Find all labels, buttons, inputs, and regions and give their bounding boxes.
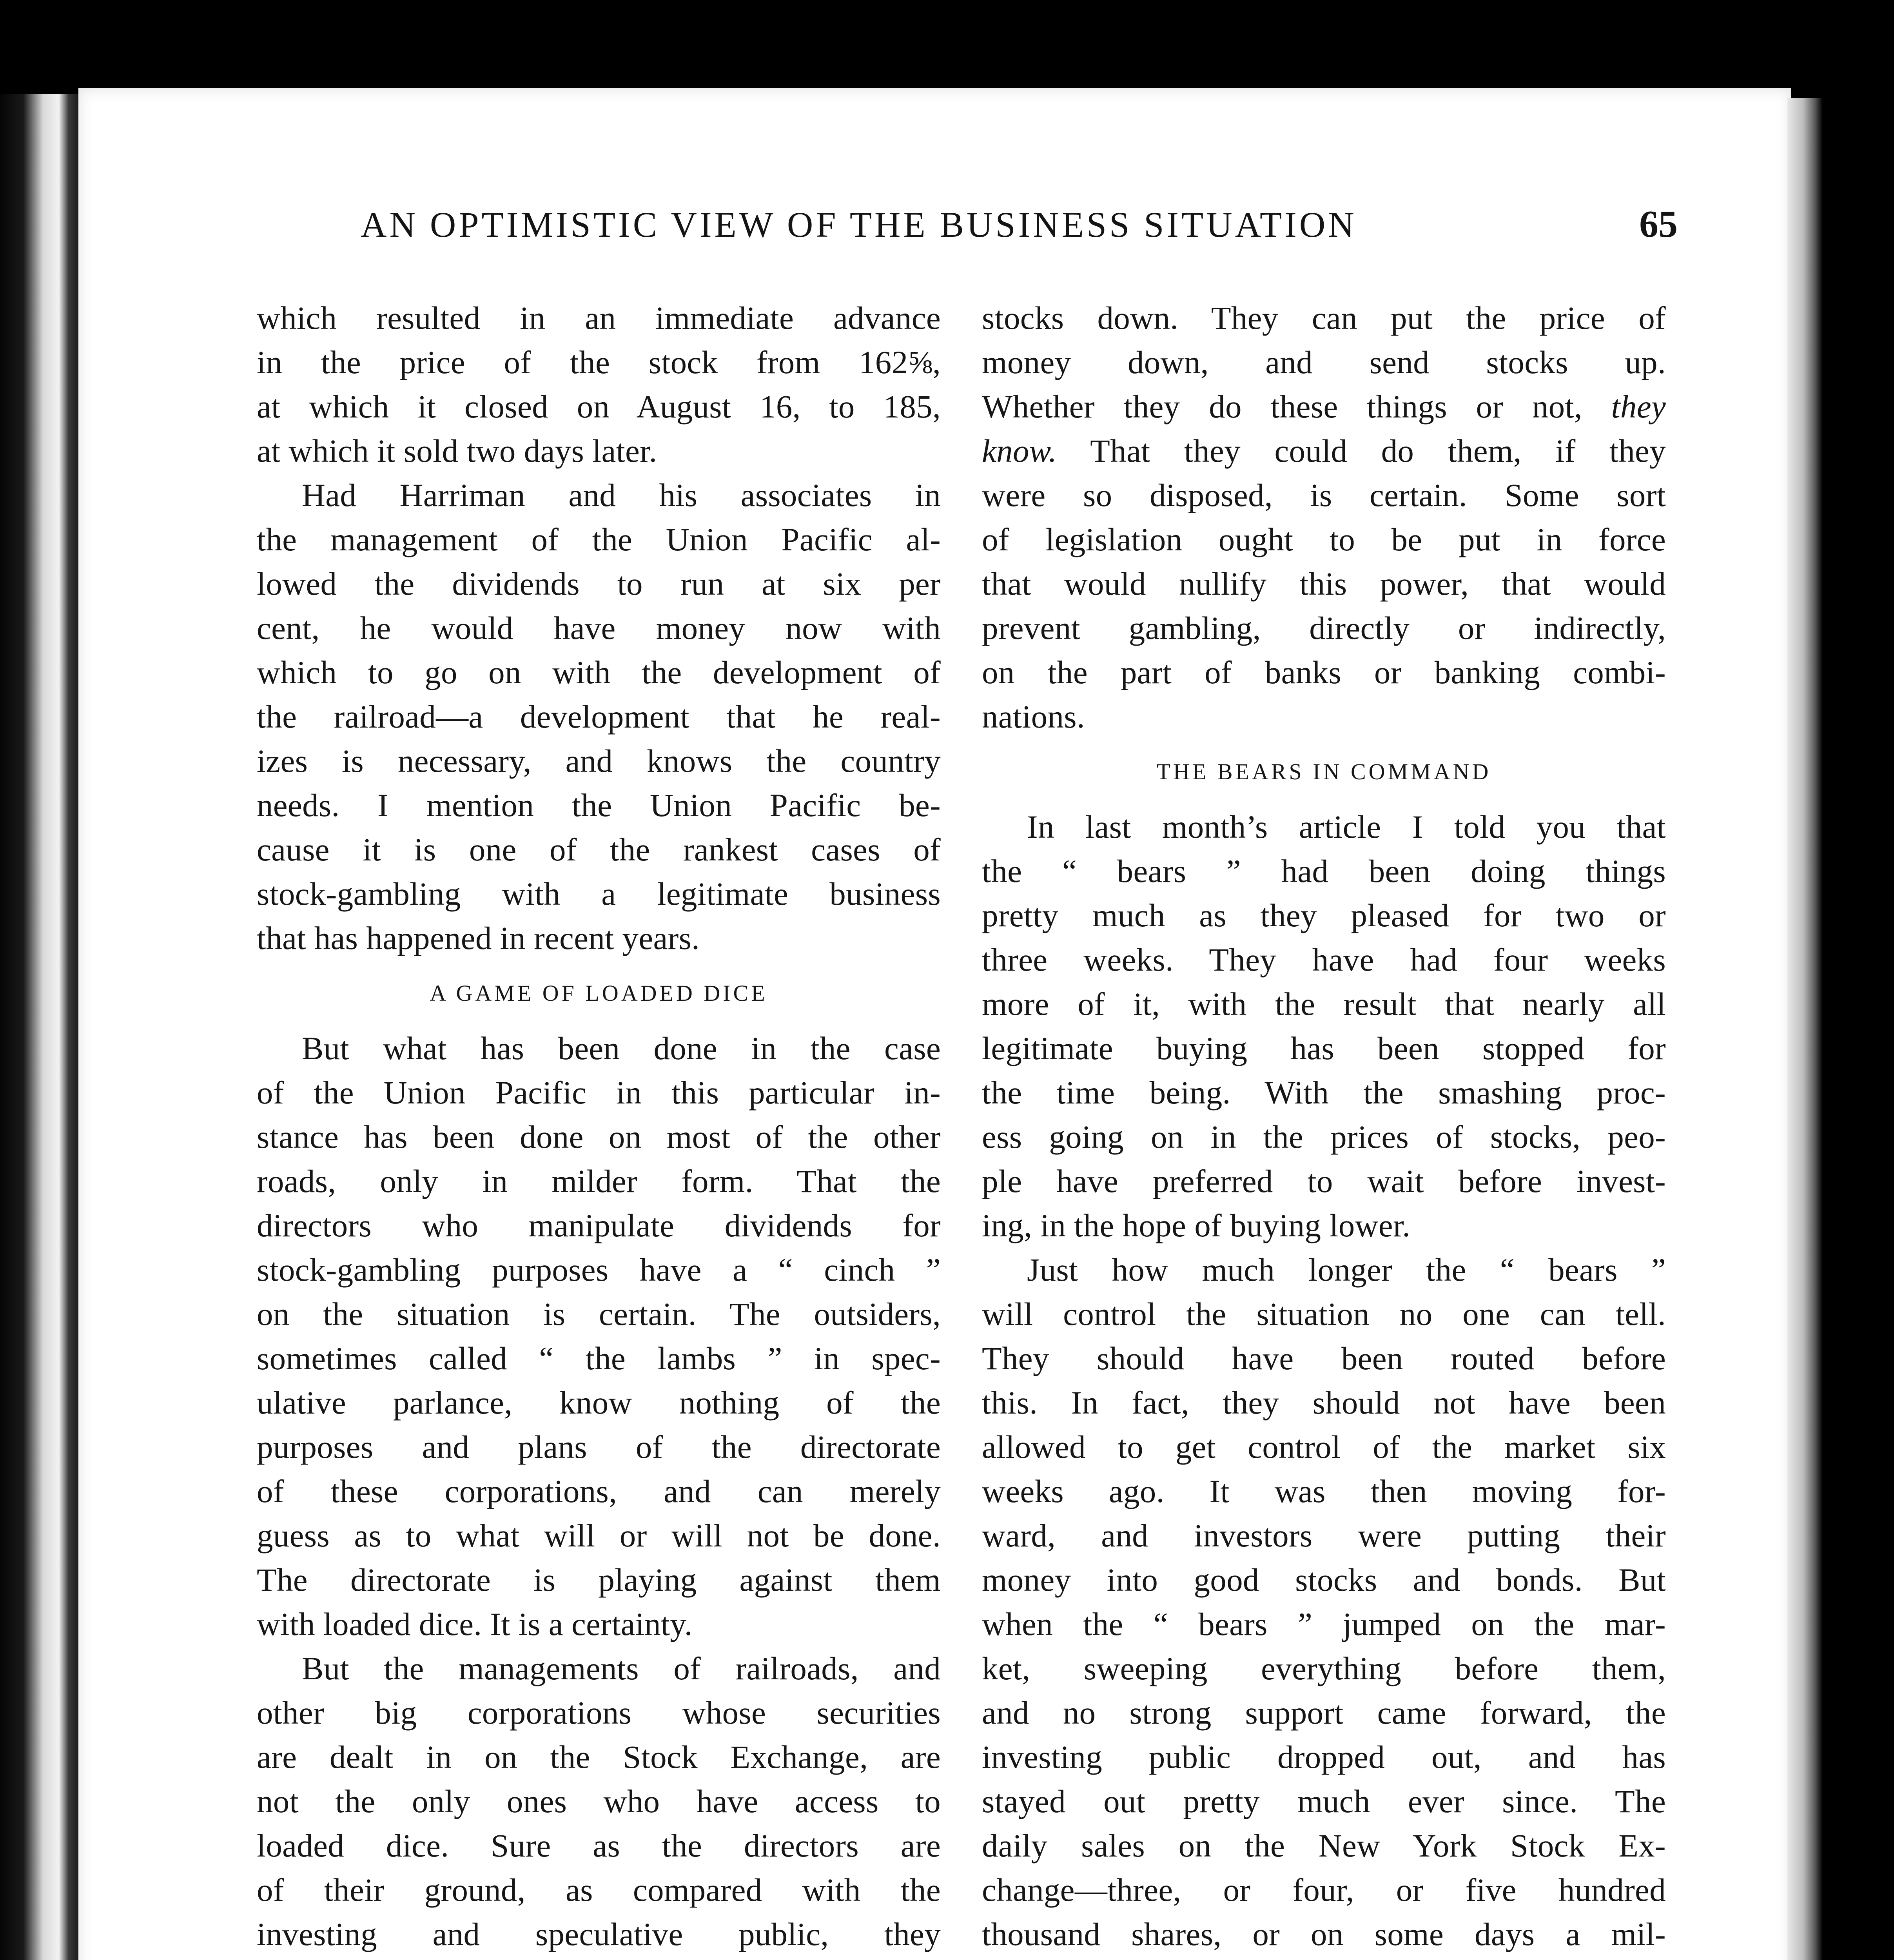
text-line: cent, he would have money now with — [257, 610, 941, 646]
text-line: izes is necessary, and knows the country — [257, 743, 941, 779]
paragraph-first-line: But the managements of railroads, and — [302, 1650, 941, 1686]
text-line: in the price of the stock from 162⅝, — [257, 344, 941, 380]
text-line: are dealt in on the Stock Exchange, are — [257, 1739, 941, 1775]
text-line: prevent gambling, directly or indirectly, — [982, 610, 1666, 646]
text-line: more of it, with the result that nearly all — [982, 986, 1666, 1022]
text-line: lowed the dividends to run at six per — [257, 566, 941, 602]
text-line: ulative parlance, know nothing of the — [257, 1385, 941, 1421]
running-head-title: AN OPTIMISTIC VIEW OF THE BUSINESS SITUATION — [361, 205, 1357, 245]
text-line: the time being. With the smashing proc- — [982, 1074, 1666, 1111]
text-line: at which it closed on August 16, to 185, — [257, 388, 941, 425]
text-line: stocks down. They can put the price of — [982, 300, 1666, 336]
section-heading: A GAME OF LOADED DICE — [430, 980, 768, 1006]
text-line: the railroad—a development that he real- — [257, 699, 941, 735]
text-line: They should have been routed before — [982, 1340, 1666, 1376]
running-head — [345, 204, 1685, 259]
text-line: purposes and plans of the directorate — [257, 1429, 941, 1465]
text-line: sometimes called “ the lambs ” in spec- — [257, 1340, 941, 1376]
text-line: other big corporations whose securities — [257, 1695, 941, 1731]
text-line: on the situation is certain. The outsiders, — [257, 1296, 941, 1332]
text-line: the management of the Union Pacific al- — [257, 521, 941, 557]
text-line: weeks ago. It was then moving for- — [982, 1473, 1666, 1509]
text-line: which to go on with the development of — [257, 654, 941, 690]
text-line: that has happened in recent years. — [257, 920, 700, 956]
text-line — [257, 1956, 941, 1960]
text-line — [982, 385, 1666, 429]
text-line: nations. — [982, 699, 1085, 735]
binding-gutter — [0, 94, 82, 1960]
text-line: investing and speculative public, they — [257, 1916, 941, 1952]
text-line: money into good stocks and bonds. But — [982, 1562, 1666, 1598]
text-line: at which it sold two days later. — [257, 433, 657, 469]
text-line: ward, and investors were putting their — [982, 1517, 1666, 1553]
text-run: That they could do them, if they — [1057, 433, 1666, 469]
text-line: this. In fact, they should not have been — [982, 1385, 1666, 1421]
text-line: daily sales on the New York Stock Ex- — [982, 1828, 1666, 1864]
text-line: The directorate is playing against them — [257, 1562, 941, 1598]
text-line: were so disposed, is certain. Some sort — [982, 477, 1666, 513]
text-line: ket, sweeping everything before them, — [982, 1650, 1666, 1686]
text-line: on the part of banks or banking combi- — [982, 654, 1666, 690]
text-line: three weeks. They have had four weeks — [982, 942, 1666, 978]
text-line: of legislation ought to be put in force — [982, 521, 1666, 557]
text-run: Whether they do these things or not, — [982, 388, 1611, 425]
text-line: when the “ bears ” jumped on the mar- — [982, 1606, 1666, 1642]
italic-run: know. — [982, 433, 1057, 469]
section-heading: THE BEARS IN COMMAND — [1156, 759, 1491, 784]
text-line — [982, 1956, 1666, 1960]
paragraph-first-line: Had Harriman and his associates in — [302, 477, 941, 513]
text-line: needs. I mention the Union Pacific be- — [257, 787, 941, 823]
text-line: ple have preferred to wait before invest- — [982, 1163, 1666, 1199]
text-line: loaded dice. Sure as the directors are — [257, 1828, 941, 1864]
page-edge — [1787, 98, 1823, 1960]
text-line: the “ bears ” had been doing things — [982, 853, 1666, 889]
text-line: change—three, or four, or five hundred — [982, 1872, 1666, 1908]
text-line: with loaded dice. It is a certainty. — [257, 1606, 693, 1642]
text-line: stance has been done on most of the other — [257, 1119, 941, 1155]
paragraph-first-line: In last month’s article I told you that — [1027, 809, 1666, 845]
paragraph-first-line: But what has been done in the case — [302, 1030, 941, 1066]
text-line: cause it is one of the rankest cases of — [257, 831, 941, 867]
text-line: thousand shares, or on some days a mil- — [982, 1916, 1666, 1952]
text-line: roads, only in milder form. That the — [257, 1163, 941, 1199]
italic-run: they — [1611, 388, 1666, 425]
text-line: investing public dropped out, and has — [982, 1739, 1666, 1775]
text-line: pretty much as they pleased for two or — [982, 897, 1666, 933]
text-line: ess going on in the prices of stocks, peo- — [982, 1119, 1666, 1155]
text-line: and no strong support came forward, the — [982, 1695, 1666, 1731]
right-column — [982, 296, 1666, 1960]
text-line: money down, and send stocks up. — [982, 344, 1666, 380]
text-line: ing, in the hope of buying lower. — [982, 1207, 1411, 1243]
text-line: stayed out pretty much ever since. The — [982, 1783, 1666, 1819]
text-line: allowed to get control of the market six — [982, 1429, 1666, 1465]
text-line: will control the situation no one can tell. — [982, 1296, 1666, 1332]
text-line: directors who manipulate dividends for — [257, 1207, 941, 1243]
text-line: which resulted in an immediate advance — [257, 300, 941, 336]
text-line: that would nullify this power, that would — [982, 566, 1666, 602]
text-line: legitimate buying has been stopped for — [982, 1030, 1666, 1066]
text-line: guess as to what will or will not be done. — [257, 1517, 941, 1553]
text-line: stock-gambling purposes have a “ cinch ” — [257, 1252, 941, 1288]
text-line — [982, 429, 1666, 473]
page-number: 65 — [1639, 203, 1678, 245]
paragraph-first-line: Just how much longer the “ bears ” — [1027, 1252, 1666, 1288]
text-line: of the Union Pacific in this particular in- — [257, 1074, 941, 1111]
text-line: stock-gambling with a legitimate business — [257, 876, 941, 912]
text-line: of their ground, as compared with the — [257, 1872, 941, 1908]
text-line: not the only ones who have access to — [257, 1783, 941, 1819]
left-column — [257, 296, 941, 1960]
text-line: of these corporations, and can merely — [257, 1473, 941, 1509]
